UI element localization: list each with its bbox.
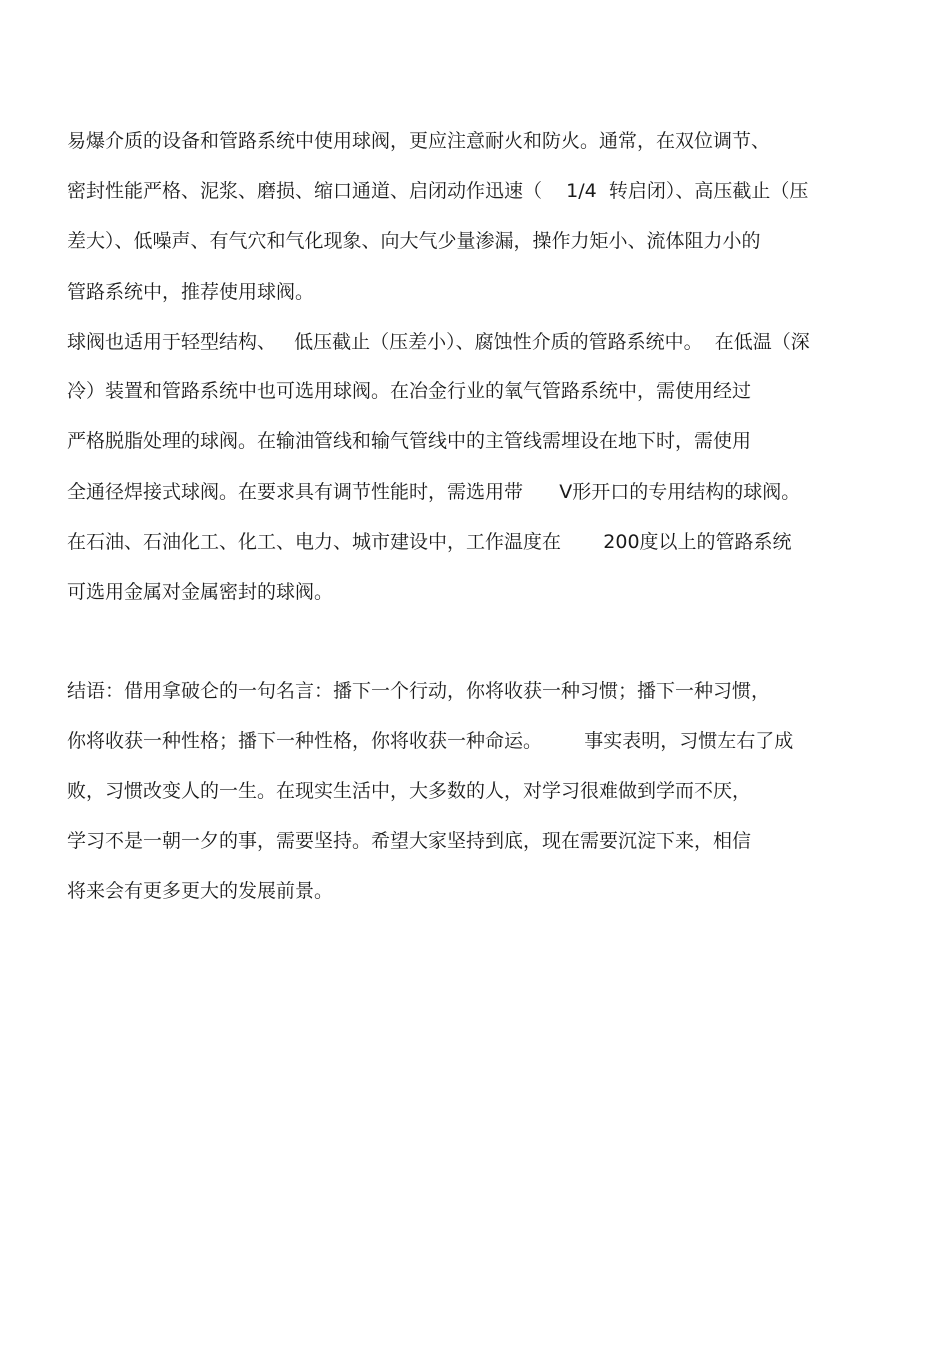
paragraph-1-line-1: 易爆介质的设备和管路系统中使用球阀，更应注意耐火和防火。通常，在双位调节、 [67, 130, 771, 152]
paragraph-2-line-4: 全通径焊接式球阀。在要求具有调节性能时，需选用带 V形开口的专用结构的球阀。 [67, 481, 801, 503]
paragraph-1-line-2: 密封性能严格、泥浆、磨损、缩口通道、启闭动作迅速（ 1/4 转启闭）、高压截止（压 [67, 180, 809, 202]
paragraph-2-line-2: 冷）装置和管路系统中也可选用球阀。在冶金行业的氧气管路系统中，需使用经过 [67, 380, 752, 402]
paragraph-2-line-6: 可选用金属对金属密封的球阀。 [67, 581, 334, 603]
paragraph-2-line-1: 球阀也适用于轻型结构、 低压截止（压差小）、腐蚀性介质的管路系统中。 在低温（深 [67, 331, 810, 353]
paragraph-1-line-3: 差大）、低噪声、有气穴和气化现象、向大气少量渗漏，操作力矩小、流体阻力小的 [67, 230, 761, 252]
paragraph-3-line-2: 你将收获一种性格；播下一种性格，你将收获一种命运。 事实表明，习惯左右了成 [67, 730, 794, 752]
paragraph-3-line-1: 结语：借用拿破仑的一句名言：播下一个行动，你将收获一种习惯；播下一种习惯， [67, 680, 771, 702]
paragraph-1-line-4: 管路系统中，推荐使用球阀。 [67, 281, 315, 303]
paragraph-3-line-4: 学习不是一朝一夕的事，需要坚持。希望大家坚持到底，现在需要沉淀下来，相信 [67, 830, 752, 852]
paragraph-3-line-5: 将来会有更多更大的发展前景。 [67, 880, 334, 902]
paragraph-3-line-3: 败，习惯改变人的一生。在现实生活中，大多数的人，对学习很难做到学而不厌， [67, 780, 752, 802]
paragraph-2-line-5: 在石油、石油化工、化工、电力、城市建设中，工作温度在 200度以上的管路系统 [67, 531, 792, 553]
paragraph-2-line-3: 严格脱脂处理的球阀。在输油管线和输气管线中的主管线需埋设在地下时，需使用 [67, 430, 752, 452]
